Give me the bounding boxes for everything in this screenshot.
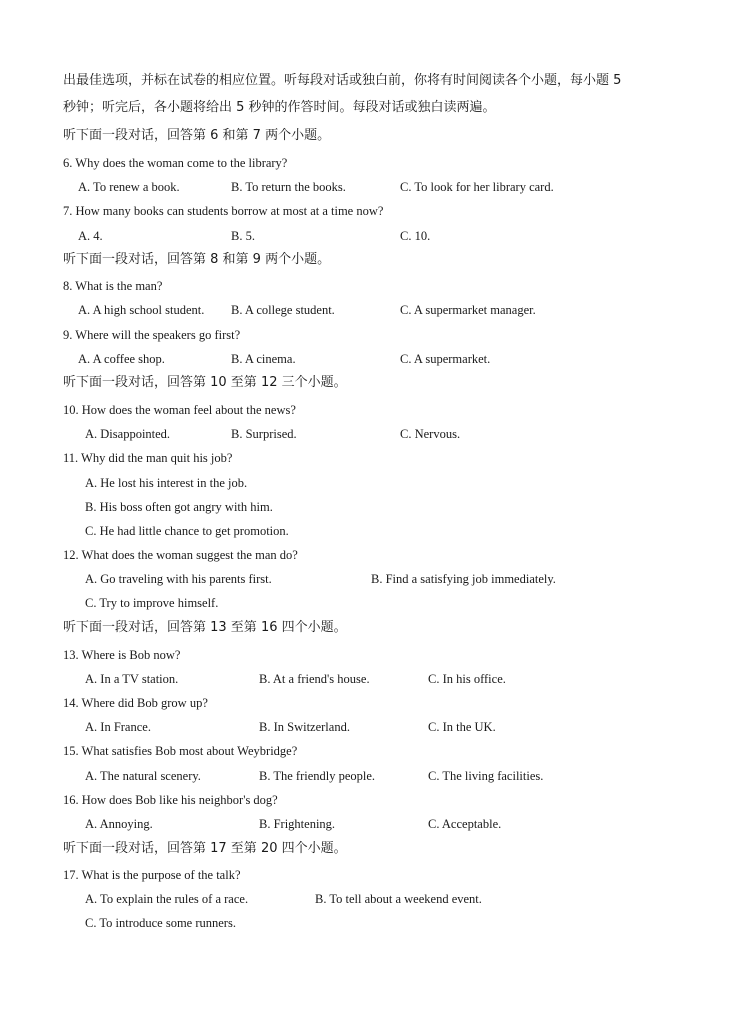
option-11b: B. His boss often got angry with him.	[85, 500, 273, 514]
option-9a: A. A coffee shop.	[78, 352, 165, 366]
question-17: 17. What is the purpose of the talk?	[63, 868, 241, 882]
option-17c: C. To introduce some runners.	[85, 916, 236, 930]
option-13a: A. In a TV station.	[85, 672, 179, 686]
option-6b: B. To return the books.	[231, 180, 346, 194]
option-14a: A. In France.	[85, 720, 151, 734]
option-11c: C. He had little chance to get promotion.	[85, 524, 289, 538]
option-8c: C. A supermarket manager.	[400, 303, 536, 317]
option-17b: B. To tell about a weekend event.	[315, 892, 482, 906]
question-6: 6. Why does the woman come to the library?	[63, 156, 288, 170]
option-12a: A. Go traveling with his parents first.	[85, 572, 272, 586]
section-heading: 听下面一段对话，回答第 17 至第 20 四个小题。	[63, 841, 347, 856]
option-6a: A. To renew a book.	[78, 180, 180, 194]
question-13: 13. Where is Bob now?	[63, 648, 181, 662]
question-12: 12. What does the woman suggest the man do?	[63, 548, 298, 562]
option-14c: C. In the UK.	[428, 720, 496, 734]
option-9c: C. A supermarket.	[400, 352, 491, 366]
option-14b: B. In Switzerland.	[259, 720, 350, 734]
question-10: 10. How does the woman feel about the news?	[63, 403, 296, 417]
section-heading: 听下面一段对话，回答第 6 和第 7 两个小题。	[63, 128, 331, 143]
option-15b: B. The friendly people.	[259, 769, 376, 783]
question-16: 16. How does Bob like his neighbor's dog?	[63, 793, 278, 807]
option-16b: B. Frightening.	[259, 817, 336, 831]
question-7: 7. How many books can students borrow at most at a time now?	[63, 204, 384, 218]
option-13b: B. At a friend's house.	[259, 672, 370, 686]
question-15: 15. What satisfies Bob most about Weybridge?	[63, 744, 298, 758]
option-7a: A. 4.	[78, 229, 103, 243]
option-10c: C. Nervous.	[400, 427, 461, 441]
option-16a: A. Annoying.	[85, 817, 153, 831]
option-15c: C. The living facilities.	[428, 769, 544, 783]
option-11a: A. He lost his interest in the job.	[85, 476, 248, 490]
question-14: 14. Where did Bob grow up?	[63, 696, 208, 710]
option-8a: A. A high school student.	[78, 303, 205, 317]
option-12c: C. Try to improve himself.	[85, 596, 219, 610]
option-7b: B. 5.	[231, 229, 255, 243]
question-9: 9. Where will the speakers go first?	[63, 328, 241, 342]
option-10b: B. Surprised.	[231, 427, 297, 441]
section-heading: 听下面一段对话，回答第 10 至第 12 三个小题。	[63, 375, 347, 390]
option-16c: C. Acceptable.	[428, 817, 502, 831]
option-8b: B. A college student.	[231, 303, 335, 317]
option-17a: A. To explain the rules of a race.	[85, 892, 249, 906]
intro-line-1: 出最佳选项，并标在试卷的相应位置。听每段对话或独白前，你将有时间阅读各个小题，每小题 5	[63, 73, 622, 88]
option-6c: C. To look for her library card.	[400, 180, 554, 194]
option-7c: C. 10.	[400, 229, 431, 243]
question-8: 8. What is the man?	[63, 279, 163, 293]
option-9b: B. A cinema.	[231, 352, 296, 366]
section-heading: 听下面一段对话，回答第 13 至第 16 四个小题。	[63, 620, 347, 635]
option-15a: A. The natural scenery.	[85, 769, 201, 783]
intro-line-2: 秒钟；听完后，各小题将给出 5 秒钟的作答时间。每段对话或独白读两遍。	[63, 100, 496, 115]
option-10a: A. Disappointed.	[85, 427, 171, 441]
option-13c: C. In his office.	[428, 672, 506, 686]
section-heading: 听下面一段对话，回答第 8 和第 9 两个小题。	[63, 252, 331, 267]
question-11: 11. Why did the man quit his job?	[63, 451, 233, 465]
option-12b: B. Find a satisfying job immediately.	[371, 572, 556, 586]
